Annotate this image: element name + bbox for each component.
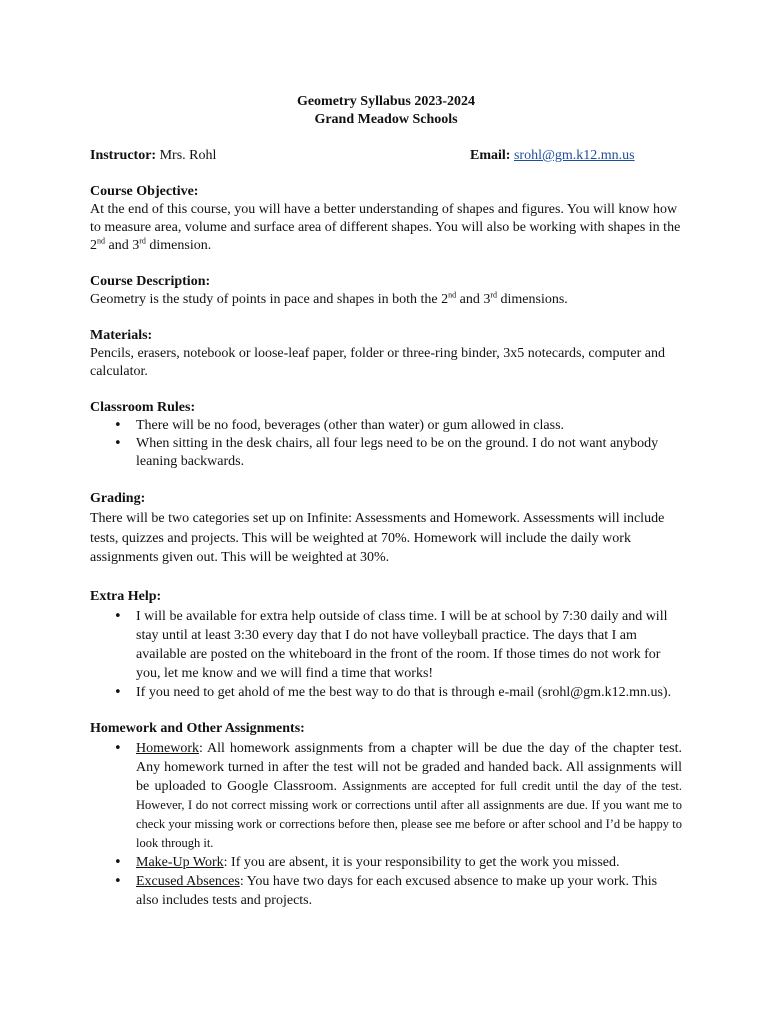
grading-section <box>90 490 682 568</box>
list-item: • Homework: All homework assignments from a chapter will be due the day of the chapter test. Any homework turned in after the test will not be graded and handed back. All assignments will be uploaded to Google Classroom. Assignments are accepted for full credit until the day of the test. However, I do not correct missing work or corrections until after all assignments are due. If you want me to check your missing work or corrections before then, please see me before or after school and I’d be happy to look through it. <box>136 739 682 853</box>
instructor-row <box>90 147 682 165</box>
homework-term: Homework <box>136 740 199 756</box>
list-item: • Excused Absences: You have two days for each excused absence to make up your work. This also includes tests and projects. <box>136 872 682 910</box>
school-name: Grand Meadow Schools <box>314 112 458 127</box>
instructor-label: Instructor: <box>90 148 157 163</box>
email-label: Email: <box>470 148 511 163</box>
course-objective-heading: Course Objective: <box>90 184 199 199</box>
course-description-text: Geometry is the study of points in pace and shapes in both the 2nd and 3rd dimensions. <box>90 290 568 307</box>
instructor-name: Mrs. Rohl <box>159 148 217 163</box>
list-item: • If you need to get ahold of me the best way to do that is through e-mail (srohl@gm.k12.mn.us). <box>136 683 682 702</box>
grading-text: There will be two categories set up on Infinite: Assessments and Homework. Assessments will include tests, quizzes and projects. This will be weighted at 70%. Homework will include the daily work assignments given out. This will be weighted at 30%. <box>90 511 665 565</box>
materials-heading: Materials: <box>90 328 153 343</box>
materials-section <box>90 327 682 381</box>
classroom-rules-section <box>90 399 682 471</box>
extra-help-list <box>90 607 682 702</box>
materials-text: Pencils, erasers, notebook or loose-leaf paper, folder or three-ring binder, 3x5 notecards, computer and calculator. <box>90 346 666 379</box>
email-info <box>470 147 682 165</box>
homework-list <box>90 739 682 910</box>
list-item: • I will be available for extra help outside of class time. I will be at school by 7:30 daily and will stay until at least 3:30 every day that I do not have volleyball practice. The days that I am available are posted on the whiteboard in the front of the room. If those times do not work for you, let me know and we will find a time that works! <box>136 607 682 683</box>
course-objective-section <box>90 183 682 255</box>
course-objective-text: At the end of this course, you will have a better understanding of shapes and figures. You will know how to measure area, volume and surface area of different shapes. You will also be working with shapes in the 2nd and 3rd dimension. <box>90 202 681 253</box>
syllabus-page <box>90 93 682 910</box>
list-item: • When sitting in the desk chairs, all four legs need to be on the ground. I do not want anybody leaning backwards. <box>136 435 682 471</box>
homework-section <box>90 720 682 910</box>
course-description-heading: Course Description: <box>90 274 211 289</box>
email-link[interactable]: srohl@gm.k12.mn.us <box>513 148 635 163</box>
classroom-rules-heading: Classroom Rules: <box>90 400 196 415</box>
grading-heading: Grading: <box>90 491 146 506</box>
course-description-section <box>90 273 682 309</box>
classroom-rules-list <box>90 417 682 471</box>
list-item: • Make-Up Work: If you are absent, it is your responsibility to get the work you missed. <box>136 853 682 872</box>
extra-help-section <box>90 588 682 702</box>
extra-help-heading: Extra Help: <box>90 588 162 604</box>
list-item: • There will be no food, beverages (other than water) or gum allowed in class. <box>136 417 682 435</box>
make-up-work-term: Make-Up Work <box>136 854 224 870</box>
instructor-info <box>90 147 216 165</box>
excused-absences-term: Excused Absences <box>136 873 240 889</box>
homework-heading: Homework and Other Assignments: <box>90 720 305 736</box>
document-title: Geometry Syllabus 2023-2024 <box>296 94 476 109</box>
